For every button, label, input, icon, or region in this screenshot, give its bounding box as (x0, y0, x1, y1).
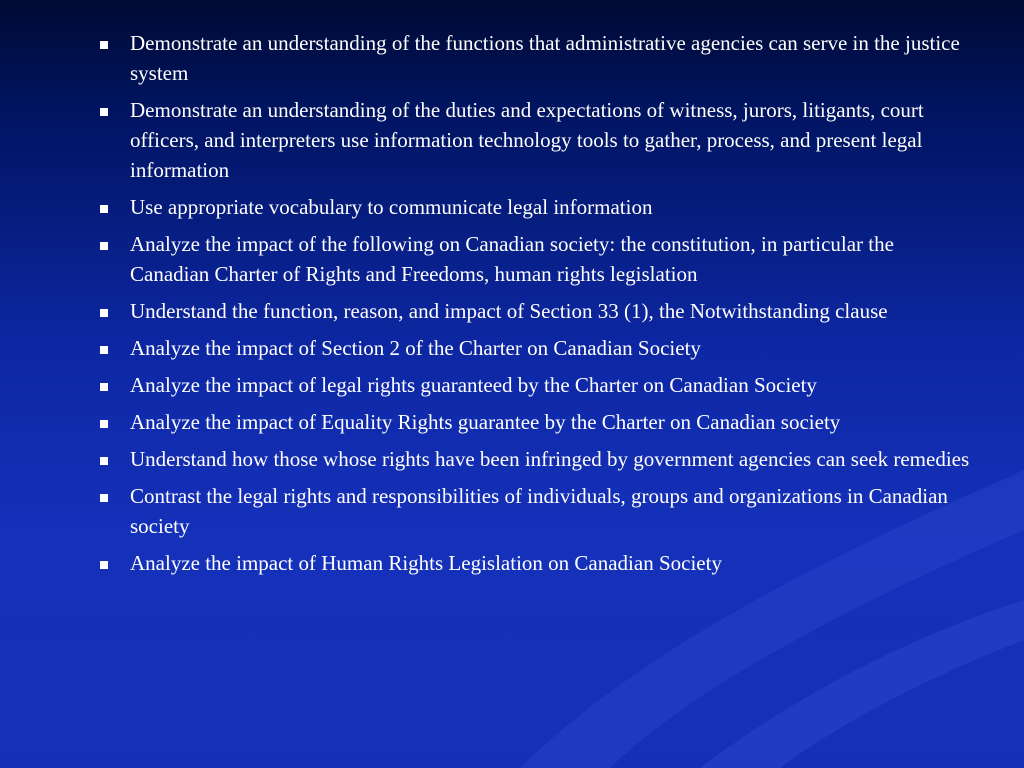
bullet-item (96, 95, 976, 185)
bullet-text: Demonstrate an understanding of the functions that administrative agencies can serve in the justice system (130, 31, 960, 85)
bullet-item (96, 28, 976, 88)
bullet-text: Understand how those whose rights have been infringed by government agencies can seek remedies (130, 447, 970, 471)
square-bullet-icon (100, 383, 108, 391)
bullet-list (96, 28, 976, 578)
square-bullet-icon (100, 420, 108, 428)
bullet-text: Use appropriate vocabulary to communicate legal information (130, 195, 653, 219)
bullet-item (96, 444, 976, 474)
slide-content (96, 28, 976, 585)
bullet-text: Analyze the impact of legal rights guaranteed by the Charter on Canadian Society (130, 373, 817, 397)
square-bullet-icon (100, 242, 108, 250)
bullet-text: Demonstrate an understanding of the duties and expectations of witness, jurors, litigants, court officers, and interpreters use information technology tools to gather, process, and present legal information (130, 98, 924, 182)
bullet-item (96, 481, 976, 541)
square-bullet-icon (100, 346, 108, 354)
bullet-text: Analyze the impact of Section 2 of the Charter on Canadian Society (130, 336, 701, 360)
bullet-text: Analyze the impact of Equality Rights guarantee by the Charter on Canadian society (130, 410, 841, 434)
bullet-item (96, 370, 976, 400)
bullet-item (96, 296, 976, 326)
bullet-item (96, 407, 976, 437)
bullet-text: Contrast the legal rights and responsibilities of individuals, groups and organizations in Canadian society (130, 484, 948, 538)
bullet-item (96, 192, 976, 222)
square-bullet-icon (100, 41, 108, 49)
bullet-item (96, 229, 976, 289)
square-bullet-icon (100, 494, 108, 502)
square-bullet-icon (100, 205, 108, 213)
bullet-item (96, 548, 976, 578)
square-bullet-icon (100, 457, 108, 465)
square-bullet-icon (100, 561, 108, 569)
square-bullet-icon (100, 108, 108, 116)
bullet-text: Understand the function, reason, and impact of Section 33 (1), the Notwithstanding clause (130, 299, 888, 323)
square-bullet-icon (100, 309, 108, 317)
bullet-text: Analyze the impact of the following on Canadian society: the constitution, in particular the Canadian Charter of Rights and Freedoms, human rights legislation (130, 232, 894, 286)
bullet-text: Analyze the impact of Human Rights Legislation on Canadian Society (130, 551, 722, 575)
bullet-item (96, 333, 976, 363)
